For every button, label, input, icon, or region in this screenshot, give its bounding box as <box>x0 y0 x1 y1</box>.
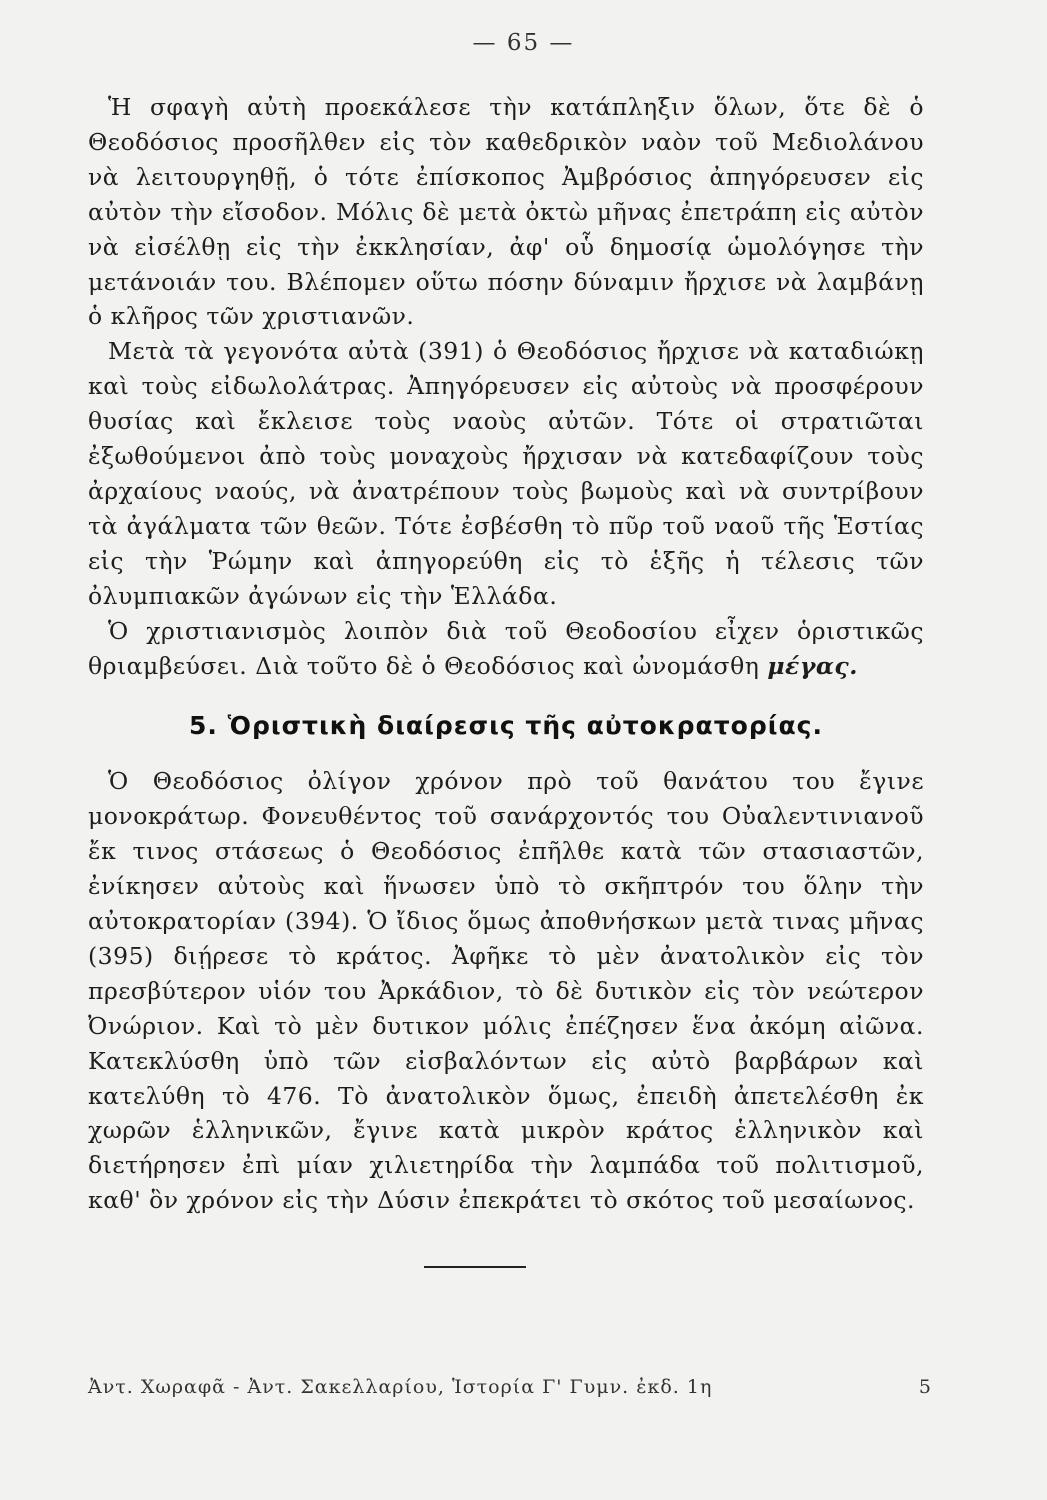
body-text <box>88 90 924 1218</box>
emphasis-megas: μέγας. <box>767 651 858 680</box>
footer-signature-mark: 5 <box>918 1376 932 1398</box>
paragraph-massacre: Ἡ σφαγὴ αὐτὴ προεκάλεσε τὴν κατάπληξιν ὅλων, ὅτε δὲ ὁ Θεοδόσιος προσῆλθεν εἰς τὸν καθεδρικὸν ναὸν τοῦ Μεδιολάνου νὰ λειτουργηθῇ, ὁ τότε ἐπίσκοπος Ἀμβρόσιος ἀπηγόρευσεν εἰς αὐτὸν τὴν εἴσοδον. Μόλις δὲ μετὰ ὀκτὼ μῆνας ἐπετράπη εἰς αὐτὸν νὰ εἰσέλθῃ εἰς τὴν ἐκκλησίαν, ἀφ' οὗ δημοσίᾳ ὡμολόγησε τὴν μετάνοιάν του. Βλέπομεν οὕτω πόσην δύναμιν ἤρχισε νὰ λαμβάνῃ ὁ κλῆρος τῶν χριστιανῶν. <box>88 93 924 331</box>
section-heading: 5. Ὁριστικὴ διαίρεσις τῆς αὐτοκρατορίας. <box>189 711 823 741</box>
paragraph-triumph <box>88 614 924 684</box>
paragraph-persecution: Μετὰ τὰ γεγονότα αὐτὰ (391) ὁ Θεοδόσιος ἤρχισε νὰ καταδιώκῃ καὶ τοὺς εἰδωλολάτρας. Ἀπηγόρευσεν εἰς αὐτοὺς νὰ προσφέρουν θυσίας καὶ ἔκλεισε τοὺς ναοὺς αὐτῶν. Τότε οἱ στρατιῶται ἐξωθούμενοι ἀπὸ τοὺς μοναχοὺς ἤρχισαν νὰ κατεδαφίζουν τοὺς ἀρχαίους ναούς, νὰ ἀνατρέπουν τοὺς βωμοὺς καὶ νὰ συντρίβουν τὰ ἀγάλματα τῶν θεῶν. Τότε ἐσβέσθη τὸ πῦρ τοῦ ναοῦ τῆς Ἑστίας εἰς τὴν Ῥώμην καὶ ἀπηγορεύθη εἰς τὸ ἑξῆς ἡ τέλεσις τῶν ὀλυμπιακῶν ἀγώνων εἰς τὴν Ἑλλάδα. <box>88 337 924 610</box>
paragraph-division: Ὁ Θεοδόσιος ὀλίγον χρόνον πρὸ τοῦ θανάτου του ἔγινε μονοκράτωρ. Φονευθέντος τοῦ σανάρχοντός του Οὐαλεντινιανοῦ ἔκ τινος στάσεως ὁ Θεοδόσιος ἐπῆλθε κατὰ τῶν στασιαστῶν, ἐνίκησεν αὐτοὺς καὶ ἥνωσεν ὑπὸ τὸ σκῆπτρόν του ὅλην τὴν αὐτοκρατορίαν (394). Ὁ ἴδιος ὅμως ἀποθνήσκων μετὰ τινας μῆνας (395) διῄρεσε τὸ κράτος. Ἀφῆκε τὸ μὲν ἀνατολικὸν εἰς τὸν πρεσβύτερον υἱόν του Ἀρκάδιον, τὸ δὲ δυτικὸν εἰς τὸν νεώτερον Ὀνώριον. Καὶ τὸ μὲν δυτικον μόλις ἐπέζησεν ἕνα ἀκόμη αἰῶνα. Κατεκλύσθη ὑπὸ τῶν εἰσβαλόντων εἰς αὐτὸ βαρβάρων καὶ κατελύθη τὸ 476. Τὸ ἀνατολικὸν ὅμως, ἐπειδὴ ἀπετελέσθη ἐκ χωρῶν ἑλληνικῶν, ἔγινε κατὰ μικρὸν κράτος ἑλληνικὸν καὶ διετήρησεν ἐπὶ μίαν χιλιετηρίδα τὴν λαμπάδα τοῦ πολιτισμοῦ, καθ' ὃν χρόνον εἰς τὴν Δύσιν ἐπεκράτει τὸ σκότος τοῦ μεσαίωνος. <box>88 767 924 1215</box>
footer-credit: Ἀντ. Χωραφᾶ - Ἀντ. Σακελλαρίου, Ἱστορία Γ' Γυμν. ἐκδ. 1η <box>88 1376 713 1398</box>
page-number: — 65 — <box>472 30 575 56</box>
separator-rule <box>424 1266 526 1268</box>
paragraph-triumph-text: Ὁ χριστιανισμὸς λοιπὸν διὰ τοῦ Θεοδοσίου εἶχεν ὁριστικῶς θριαμβεύσει. Διὰ τοῦτο δὲ ὁ Θεοδόσιος καὶ ὠνομάσθη <box>88 616 924 680</box>
